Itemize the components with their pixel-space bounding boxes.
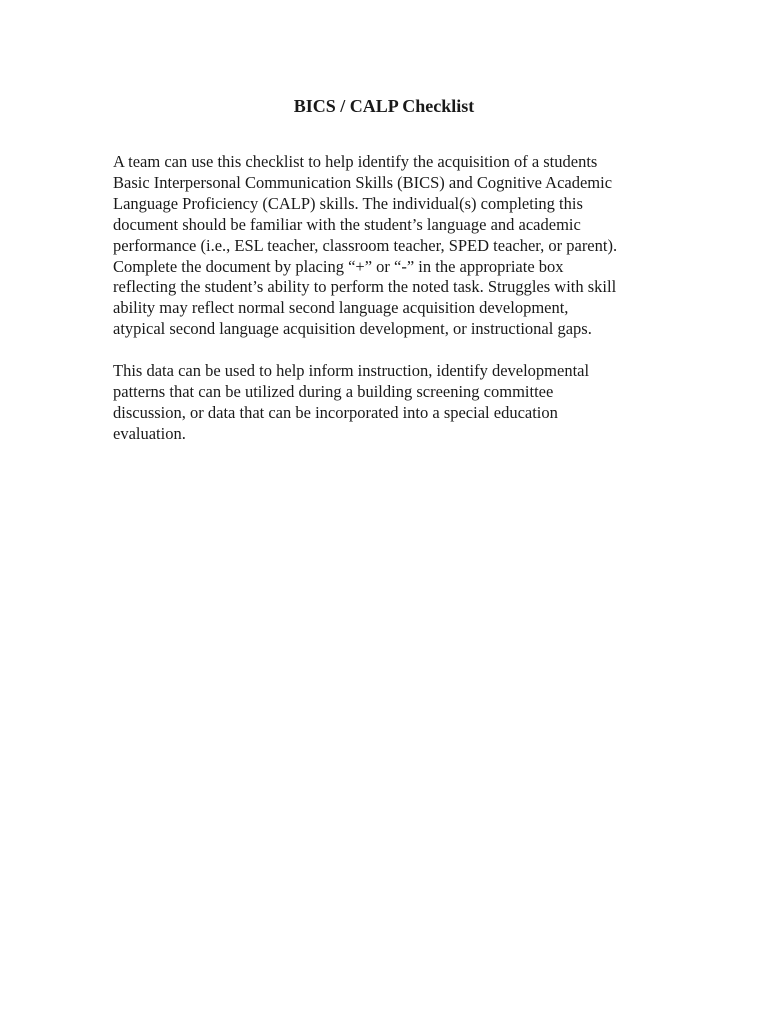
paragraph-line: ability may reflect normal second language acquisition development, [113, 298, 569, 318]
paragraph-line: Language Proficiency (CALP) skills. The individual(s) completing this [113, 193, 583, 213]
paragraph-line: Basic Interpersonal Communication Skills (BICS) and Cognitive Academic [113, 172, 613, 192]
usage-paragraph [113, 361, 589, 445]
paragraph-line: document should be familiar with the student’s language and academic [113, 214, 581, 234]
intro-paragraph [113, 152, 617, 340]
paragraph-line: evaluation. [113, 423, 186, 443]
paragraph-line: reflecting the student’s ability to perform the noted task. Struggles with skill [113, 277, 617, 297]
paragraph-line: Complete the document by placing “+” or “-” in the appropriate box [113, 256, 564, 276]
paragraph-line: This data can be used to help inform instruction, identify developmental [113, 361, 590, 380]
paragraph-line: patterns that can be utilized during a building screening committee [113, 381, 554, 401]
paragraph-line: atypical second language acquisition development, or instructional gaps. [113, 319, 592, 339]
paragraph-line: discussion, or data that can be incorporated into a special education [113, 402, 558, 422]
document-title: BICS / CALP Checklist [293, 96, 475, 116]
paragraph-line: A team can use this checklist to help identify the acquisition of a students [113, 152, 598, 171]
paragraph-line: performance (i.e., ESL teacher, classroom teacher, SPED teacher, or parent). [113, 235, 618, 255]
